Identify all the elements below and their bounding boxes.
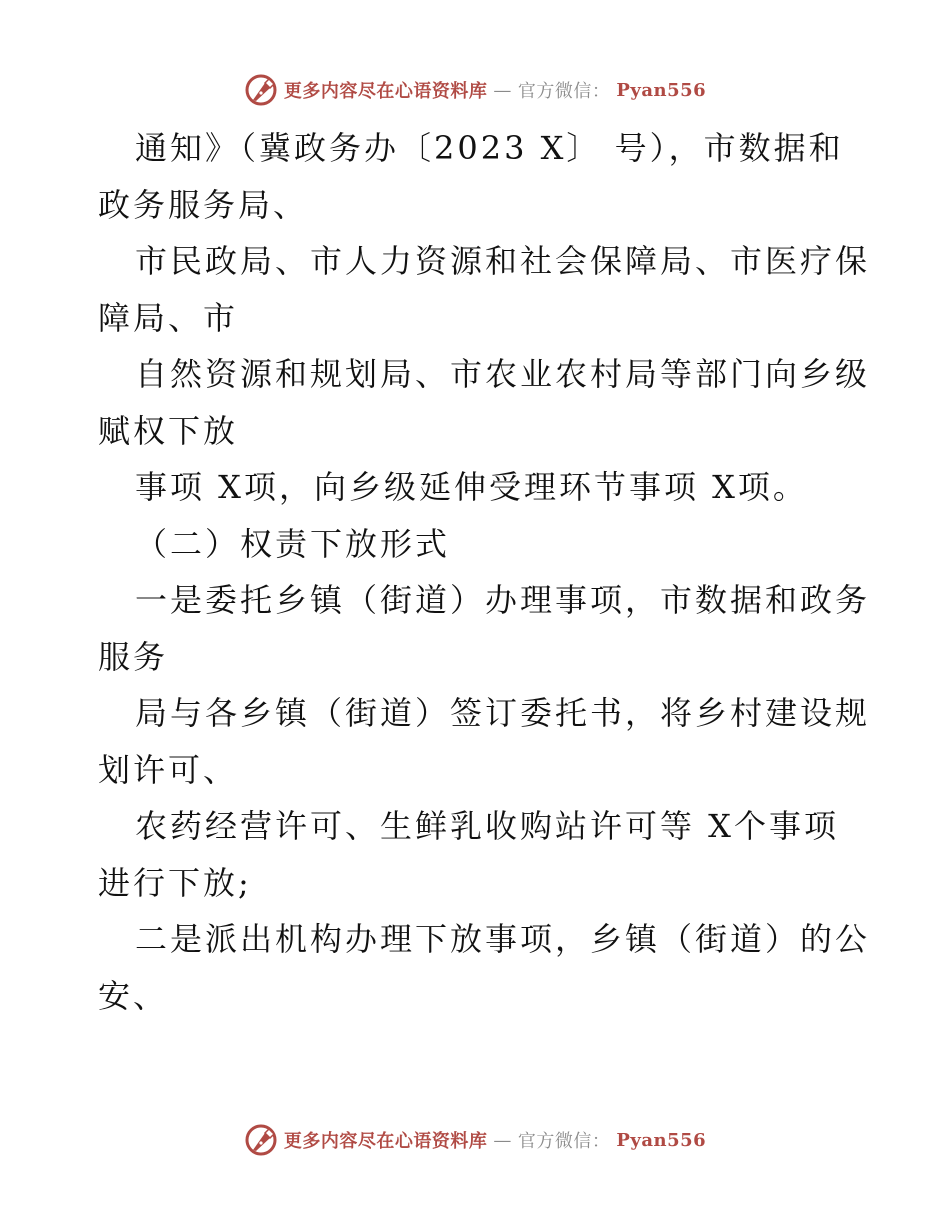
- body-line: 赋权下放: [98, 411, 239, 450]
- header-watermark: [0, 70, 950, 110]
- body-line: 局与各乡镇（街道）签订委托书，将乡村建设规: [135, 694, 871, 732]
- pen-nib-logo-icon: [244, 1123, 278, 1157]
- body-line: 进行下放;: [98, 863, 252, 902]
- pen-nib-logo-icon: [244, 73, 278, 107]
- body-line: 通知》（冀政务办〔2023 X〕 号），市数据和: [135, 129, 844, 167]
- watermark-main-text: 更多内容尽在心语资料库: [283, 1131, 488, 1152]
- body-line: 一是委托乡镇（街道）办理事项，市数据和政务: [135, 581, 871, 619]
- footer-watermark: [0, 1120, 950, 1160]
- section-heading: （二）权责下放形式: [135, 524, 451, 563]
- watermark-main-text: 更多内容尽在心语资料库: [283, 81, 488, 102]
- watermark-wechat-label: 官方微信：: [517, 81, 611, 102]
- body-line: 政务服务局、: [98, 185, 309, 224]
- body-line: 事项 X项，向乡级延伸受理环节事项 X项。: [135, 468, 808, 506]
- body-line: 市民政局、市人力资源和社会保障局、市医疗保: [135, 242, 871, 280]
- body-line: 二是派出机构办理下放事项，乡镇（街道）的公: [135, 920, 871, 958]
- body-line: 障局、市: [98, 298, 239, 337]
- body-line: 自然资源和规划局、市农业农村局等部门向乡级: [135, 355, 871, 393]
- body-line: 服务: [98, 637, 169, 676]
- watermark-wechat-id: Pyan556: [616, 1129, 707, 1151]
- body-line: 农药经营许可、生鲜乳收购站许可等 X个事项: [135, 807, 839, 845]
- watermark-dash: —: [493, 1129, 512, 1151]
- body-line: 划许可、: [98, 750, 239, 789]
- body-line: 安、: [98, 976, 169, 1015]
- watermark-wechat-id: Pyan556: [616, 79, 707, 101]
- document-body: [98, 120, 871, 1024]
- watermark-dash: —: [493, 79, 512, 101]
- watermark-wechat-label: 官方微信：: [517, 1131, 611, 1152]
